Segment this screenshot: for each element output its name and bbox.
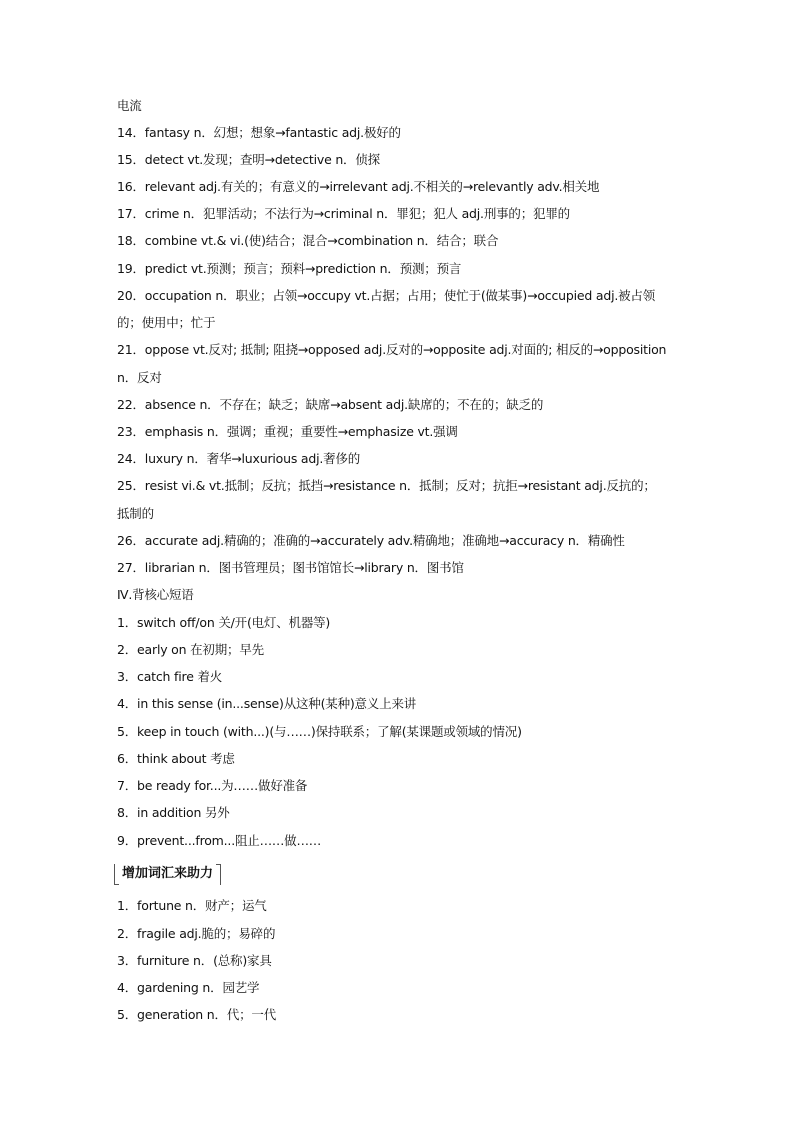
vocab-line: 20．occupation n．职业；占领→occupy vt.占据；占用；使忙于(做某事)→occupied adj.被占领 xyxy=(117,288,656,303)
phrase-item: 3．catch fire 着火 xyxy=(117,669,223,684)
vocab-line: 17．crime n．犯罪活动；不法行为→criminal n．罪犯；犯人 adj.刑事的；犯罪的 xyxy=(117,206,570,221)
vocab-line: 25．resist vi.& vt.抵制；反抗；抵挡→resistance n．抵制；反对；抗拒→resistant adj.反抗的； xyxy=(117,478,656,493)
extra-vocab-item: 1．fortune n．财产；运气 xyxy=(117,898,267,913)
phrase-item: 6．think about 考虑 xyxy=(117,751,235,766)
vocab-line: 抵制的 xyxy=(117,506,154,521)
phrase-item: 5．keep in touch (with...)(与……)保持联系；了解(某课题或领域的情况) xyxy=(117,724,522,739)
extra-vocab-item: 2．fragile adj.脆的；易碎的 xyxy=(117,926,276,941)
section-heading-phrases: Ⅳ.背核心短语 xyxy=(117,587,194,602)
section-heading-extra-vocab-label: 增加词汇来助力 xyxy=(122,866,214,881)
vocab-line: 15．detect vt.发现；查明→detective n．侦探 xyxy=(117,152,380,167)
extra-vocab-item: 3．furniture n．(总称)家具 xyxy=(117,953,272,968)
vocab-line: n．反对 xyxy=(117,370,162,385)
vocab-line: 电流 xyxy=(117,98,142,113)
extra-vocab-item: 4．gardening n．园艺学 xyxy=(117,980,260,995)
vocab-line: 16．relevant adj.有关的；有意义的→irrelevant adj.不相关的→relevantly adv.相关地 xyxy=(117,179,600,194)
phrase-item: 4．in this sense (in...sense)从这种(某种)意义上来讲 xyxy=(117,696,417,711)
vocab-line: 23．emphasis n．强调；重视；重要性→emphasize vt.强调 xyxy=(117,424,458,439)
vocab-line: 22．absence n．不存在；缺乏；缺席→absent adj.缺席的；不在的；缺乏的 xyxy=(117,397,544,412)
phrase-item: 8．in addition 另外 xyxy=(117,805,230,820)
vocab-line: 24．luxury n．奢华→luxurious adj.奢侈的 xyxy=(117,451,361,466)
extra-vocab-item: 5．generation n．代；一代 xyxy=(117,1007,277,1022)
vocab-line: 的；使用中；忙于 xyxy=(117,315,216,330)
vocab-line: 21．oppose vt.反对; 抵制; 阻挠→opposed adj.反对的→opposite adj.对面的; 相反的→opposition xyxy=(117,342,667,357)
bracket-right-decoration xyxy=(216,864,221,885)
section-heading-extra-vocab xyxy=(114,863,221,885)
vocab-line: 26．accurate adj.精确的；准确的→accurately adv.精确地；准确地→accuracy n．精确性 xyxy=(117,533,625,548)
bracket-left-decoration xyxy=(114,864,119,885)
phrase-item: 7．be ready for...为……做好准备 xyxy=(117,778,308,793)
vocab-line: 27．librarian n．图书管理员；图书馆馆长→library n．图书馆 xyxy=(117,560,464,575)
vocab-line: 14．fantasy n．幻想；想象→fantastic adj.极好的 xyxy=(117,125,401,140)
phrase-item: 2．early on 在初期；早先 xyxy=(117,642,264,657)
vocab-line: 19．predict vt.预测；预言；预料→prediction n．预测；预言 xyxy=(117,261,462,276)
vocab-line: 18．combine vt.& vi.(使)结合；混合→combination n．结合；联合 xyxy=(117,233,499,248)
phrase-item: 9．prevent...from...阻止……做…… xyxy=(117,833,322,848)
phrase-item: 1．switch off/on 关/开(电灯、机器等) xyxy=(117,615,331,630)
